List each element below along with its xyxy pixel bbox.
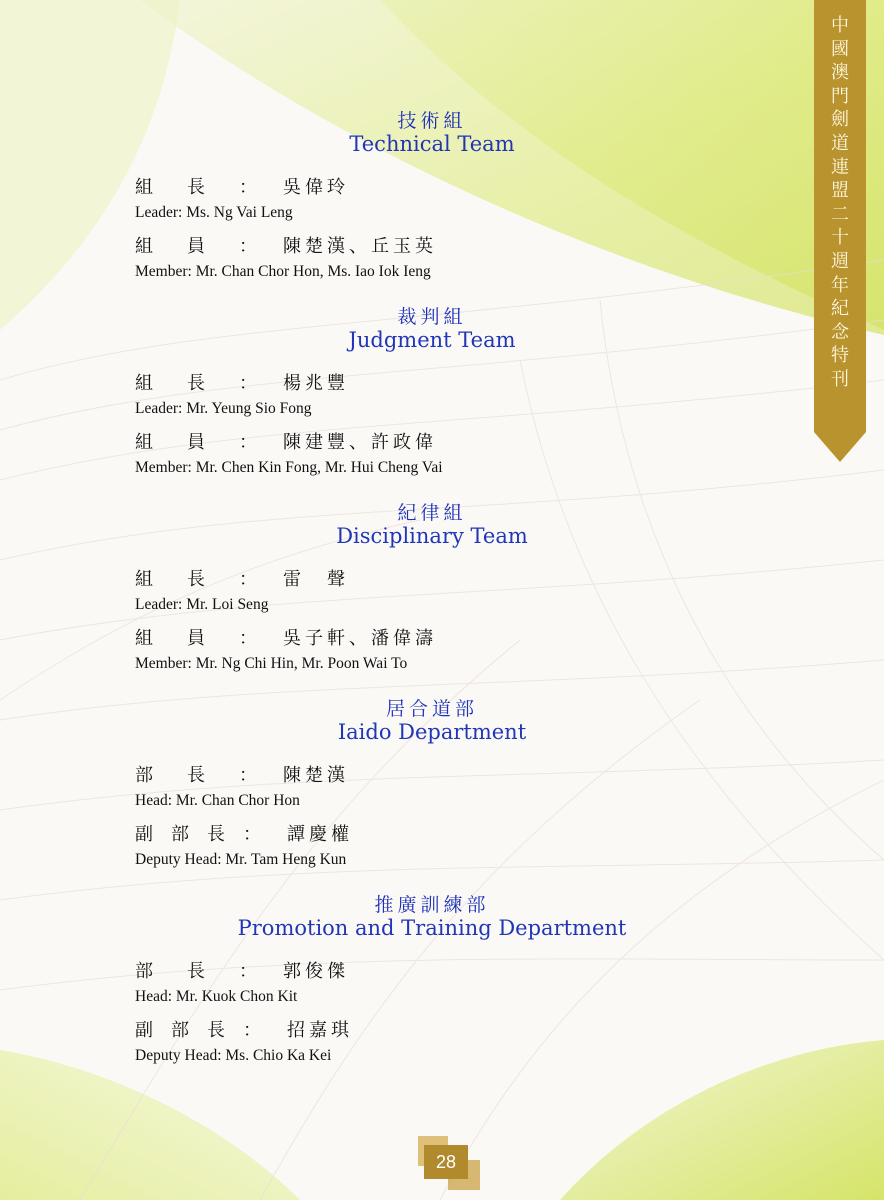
ribbon-char: 盟 (831, 180, 849, 202)
name-en: Leader: Mr. Loi Seng (135, 596, 269, 613)
head-row (135, 958, 349, 1006)
section-title-en: Disciplinary Team (336, 524, 528, 548)
colon: ： (239, 961, 257, 982)
name-zh: 陳楚漢 (283, 765, 349, 786)
label-char: 組 (135, 177, 153, 198)
section-title-zh: 居合道部 (385, 698, 478, 720)
ribbon-char: 澳 (831, 62, 849, 84)
name-zh: 陳楚漢、丘玉英 (283, 236, 437, 257)
label-char: 部 (135, 765, 153, 786)
section-title-zh: 技術組 (397, 110, 467, 132)
colon: ： (239, 373, 257, 394)
label-char: 長 (187, 961, 205, 982)
name-zh: 雷 聲 (283, 569, 349, 590)
label-char: 長 (187, 373, 205, 394)
label-char: 長 (207, 1020, 225, 1041)
section-title-en: Promotion and Training Department (237, 916, 627, 940)
colon: ： (239, 628, 257, 649)
label-char: 部 (135, 961, 153, 982)
member-row (135, 625, 437, 673)
name-zh: 譚慶權 (287, 824, 353, 845)
section-title-zh: 紀律組 (397, 502, 467, 524)
member-row (135, 429, 443, 477)
label-char: 長 (187, 765, 205, 786)
label-char: 組 (135, 569, 153, 590)
name-en: Member: Mr. Chan Chor Hon, Ms. Iao Iok Ieng (135, 263, 431, 280)
member-row (135, 233, 437, 281)
name-zh: 招嘉琪 (287, 1020, 353, 1041)
head-row (135, 762, 349, 810)
name-zh: 陳建豐、許政偉 (283, 432, 437, 453)
ribbon-char: 國 (831, 38, 849, 60)
leader-row (135, 566, 349, 614)
label-char: 長 (187, 569, 205, 590)
label-char: 副 (135, 824, 153, 845)
name-en: Leader: Mr. Yeung Sio Fong (135, 400, 312, 417)
label-char: 組 (135, 628, 153, 649)
deputy-row (135, 1017, 353, 1065)
ribbon-char: 念 (831, 321, 849, 343)
label-char: 員 (187, 236, 205, 257)
label-char: 長 (187, 177, 205, 198)
section-title-en: Technical Team (349, 132, 515, 156)
ribbon-char: 道 (831, 132, 849, 154)
label-char: 員 (187, 432, 205, 453)
ribbon-char: 特 (831, 345, 849, 367)
name-en: Head: Mr. Chan Chor Hon (135, 792, 300, 809)
leader-row (135, 174, 349, 222)
deputy-row (135, 821, 353, 869)
section-title-zh: 推廣訓練部 (374, 894, 490, 916)
page-number: 28 (435, 1152, 457, 1172)
section-title-en: Iaido Department (337, 720, 527, 744)
colon: ： (243, 824, 261, 845)
ribbon-char: 中 (831, 15, 849, 36)
colon: ： (239, 765, 257, 786)
ribbon-char: 二 (831, 203, 849, 225)
name-zh: 楊兆豐 (283, 373, 349, 394)
ribbon-char: 劍 (831, 109, 849, 131)
ribbon-char: 紀 (831, 298, 849, 320)
label-char: 部 (171, 824, 189, 845)
ribbon-char: 年 (831, 274, 849, 296)
name-en: Deputy Head: Ms. Chio Ka Kei (135, 1047, 332, 1064)
label-char: 組 (135, 373, 153, 394)
label-char: 員 (187, 628, 205, 649)
colon: ： (239, 569, 257, 590)
section-title-en: Judgment Team (348, 328, 516, 352)
label-char: 部 (171, 1020, 189, 1041)
label-char: 長 (207, 824, 225, 845)
label-char: 組 (135, 432, 153, 453)
name-en: Member: Mr. Ng Chi Hin, Mr. Poon Wai To (135, 655, 408, 672)
name-en: Deputy Head: Mr. Tam Heng Kun (135, 851, 347, 868)
leader-row (135, 370, 349, 418)
colon: ： (239, 236, 257, 257)
ribbon-char: 週 (831, 250, 849, 272)
colon: ： (239, 432, 257, 453)
label-char: 組 (135, 236, 153, 257)
section-title-zh: 裁判組 (397, 306, 467, 328)
name-zh: 郭俊傑 (283, 961, 349, 982)
label-char: 副 (135, 1020, 153, 1041)
name-zh: 吳子軒、潘偉濤 (283, 628, 437, 649)
colon: ： (239, 177, 257, 198)
name-zh: 吳偉玲 (283, 177, 349, 198)
ribbon-char: 十 (831, 227, 849, 249)
colon: ： (243, 1020, 261, 1041)
name-en: Leader: Ms. Ng Vai Leng (135, 204, 293, 221)
name-en: Head: Mr. Kuok Chon Kit (135, 988, 298, 1005)
ribbon-char: 刊 (831, 368, 849, 390)
ribbon-char: 連 (831, 156, 849, 178)
name-en: Member: Mr. Chen Kin Fong, Mr. Hui Cheng Vai (135, 459, 443, 476)
ribbon-char: 門 (831, 85, 849, 107)
